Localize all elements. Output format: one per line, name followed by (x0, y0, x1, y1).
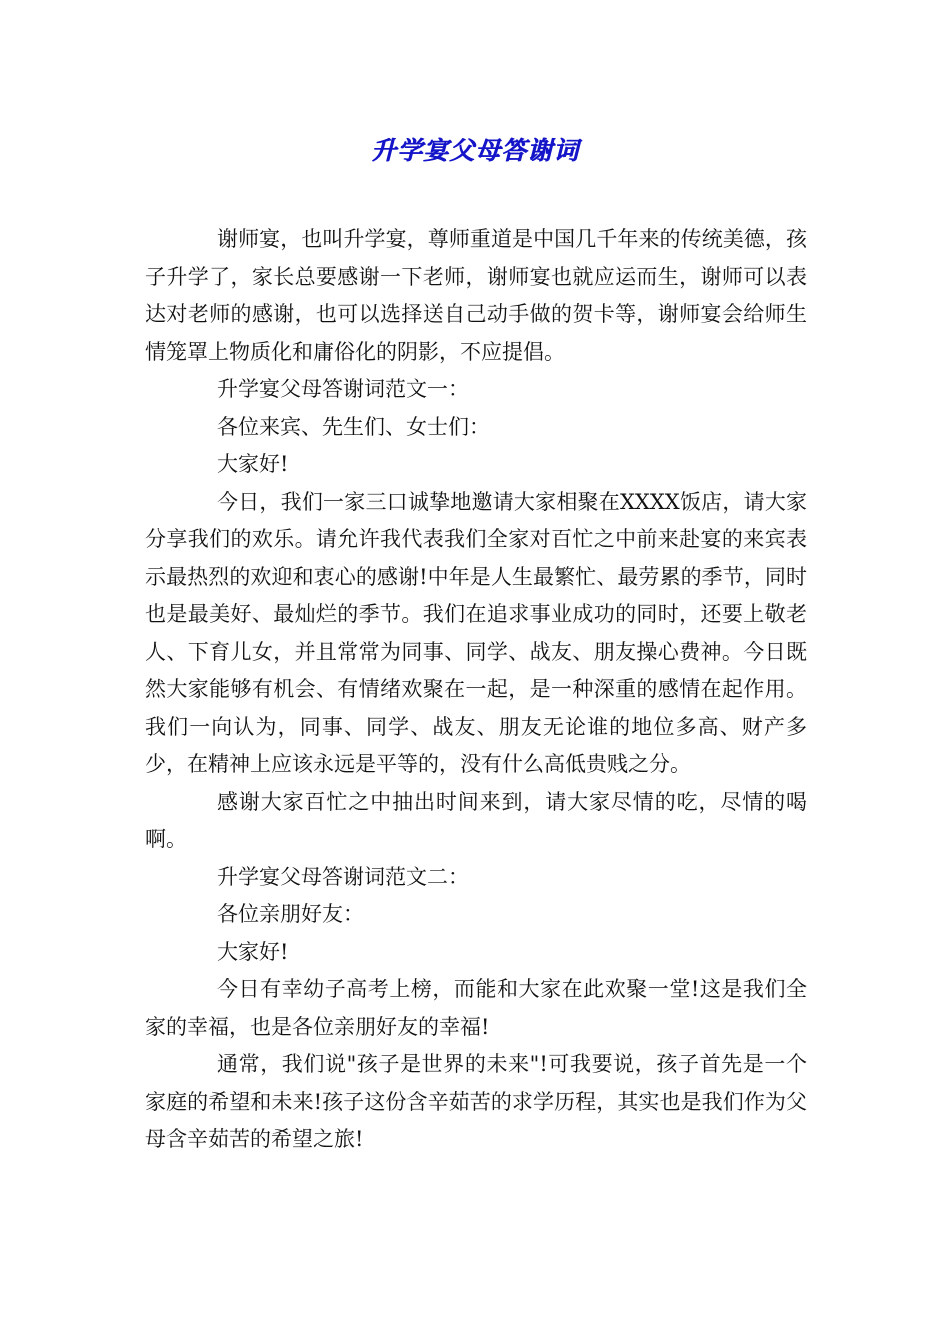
paragraph-announcement: 今日有幸幼子高考上榜，而能和大家在此欢聚一堂!这是我们全家的幸福，也是各位亲朋好友的幸福! (145, 977, 807, 1039)
paragraph-greeting: 大家好! (217, 939, 289, 964)
paragraph-speech-closing: 感谢大家百忙之中抽出时间来到，请大家尽情的吃，尽情的喝啊。 (145, 789, 807, 851)
paragraph-sample-two-heading: 升学宴父母答谢词范文二： (217, 864, 469, 889)
paragraph-salutation-guests: 各位来宾、先生们、女士们： (217, 414, 490, 439)
paragraph-reflection: 通常，我们说"孩子是世界的未来"!可我要说，孩子首先是一个家庭的希望和未来!孩子这份含辛茹苦的求学历程，其实也是我们作为父母含辛茹苦的希望之旅! (145, 1052, 807, 1151)
paragraph-greeting: 大家好! (217, 452, 289, 476)
paragraph-sample-one-heading: 升学宴父母答谢词范文一： (217, 377, 469, 401)
paragraph-salutation-friends: 各位亲朋好友： (217, 902, 364, 926)
paragraph-speech-body: 今日，我们一家三口诚挚地邀请大家相聚在XXXX饭店，请大家分享我们的欢乐。请允许我代表我们全家对百忙之中前来赴宴的来宾表示最热烈的欢迎和衷心的感谢!中年是人生最繁忙、最劳累的季节，同时也是最美好、最灿烂的季节。我们在追求事业成功的同时，还要上敬老人、下育儿女，并且常常为同事、同学、战友、朋友操心费神。今日既然大家能够有机会、有情绪欢聚在一起，是一种深重的感情在起作用。我们一向认为，同事、同学、战友、朋友无论谁的地位多高、财产多少，在精神上应该永远是平等的，没有什么高低贵贱之分。 (145, 489, 807, 776)
document-title: 升学宴父母答谢词 (370, 136, 579, 165)
paragraph-intro: 谢师宴，也叫升学宴，尊师重道是中国几千年来的传统美德，孩子升学了，家长总要感谢一下老师，谢师宴也就应运而生，谢师可以表达对老师的感谢，也可以选择送自己动手做的贺卡等，谢师宴会给师生情笼罩上物质化和庸俗化的阴影，不应提倡。 (145, 227, 807, 364)
document-body (145, 221, 807, 1159)
